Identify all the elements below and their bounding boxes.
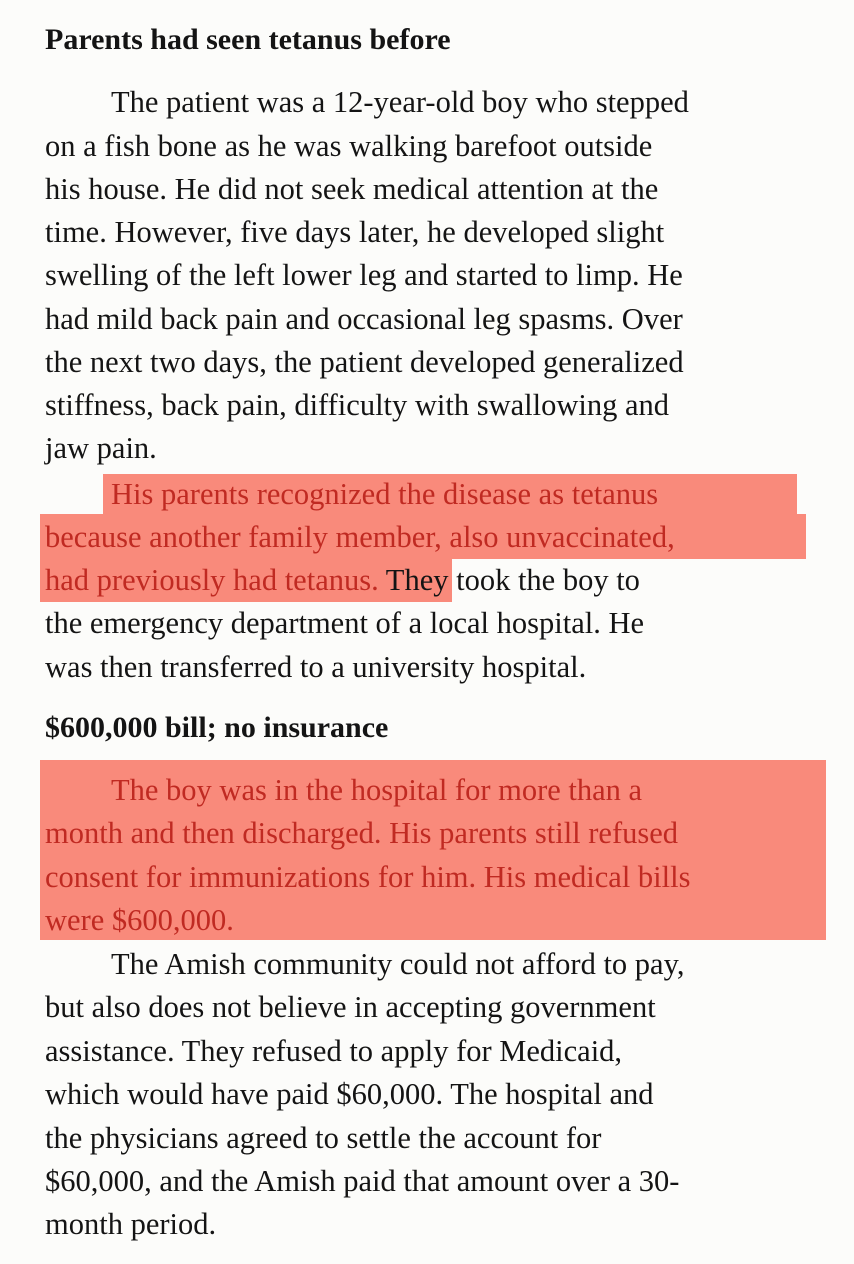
paragraph-line: month period. [45, 1207, 217, 1241]
paragraph-line: the physicians agreed to settle the account for [45, 1121, 602, 1155]
highlighted-text: had previously had tetanus. [45, 563, 379, 597]
paragraph-line: but also does not believe in accepting government [45, 990, 656, 1024]
paragraph-line: The patient was a 12-year-old boy who stepped [111, 85, 689, 119]
paragraph-line: $60,000, and the Amish paid that amount over a 30- [45, 1164, 680, 1198]
paragraph-line: time. However, five days later, he developed slight [45, 215, 665, 249]
paragraph-line-mixed [45, 558, 640, 602]
paragraph-line: swelling of the left lower leg and started to limp. He [45, 258, 683, 292]
paragraph-line: the next two days, the patient developed generalized [45, 345, 684, 379]
paragraph-text: They took the boy to [378, 563, 640, 597]
paragraph-line: had mild back pain and occasional leg spasms. Over [45, 302, 683, 336]
paragraph-line: on a fish bone as he was walking barefoot outside [45, 129, 653, 163]
paragraph-line: the emergency department of a local hospital. He [45, 606, 645, 640]
paragraph-line: The Amish community could not afford to pay, [111, 947, 685, 981]
highlighted-line: were $600,000. [45, 903, 234, 937]
paragraph-line: stiffness, back pain, difficulty with swallowing and [45, 388, 670, 422]
highlighted-line: consent for immunizations for him. His medical bills [45, 860, 691, 894]
highlighted-line: month and then discharged. His parents still refused [45, 816, 679, 850]
paragraph-line: assistance. They refused to apply for Medicaid, [45, 1034, 623, 1068]
section-heading: Parents had seen tetanus before [45, 23, 451, 56]
paragraph-line: jaw pain. [45, 431, 157, 465]
section-heading: $600,000 bill; no insurance [45, 711, 389, 744]
highlighted-line: His parents recognized the disease as tetanus [111, 477, 659, 511]
highlighted-line: The boy was in the hospital for more than a [111, 773, 643, 807]
paragraph-line: was then transferred to a university hospital. [45, 650, 587, 684]
paragraph-line: his house. He did not seek medical attention at the [45, 172, 659, 206]
highlighted-line: because another family member, also unvaccinated, [45, 520, 675, 554]
paragraph-line: which would have paid $60,000. The hospital and [45, 1077, 654, 1111]
